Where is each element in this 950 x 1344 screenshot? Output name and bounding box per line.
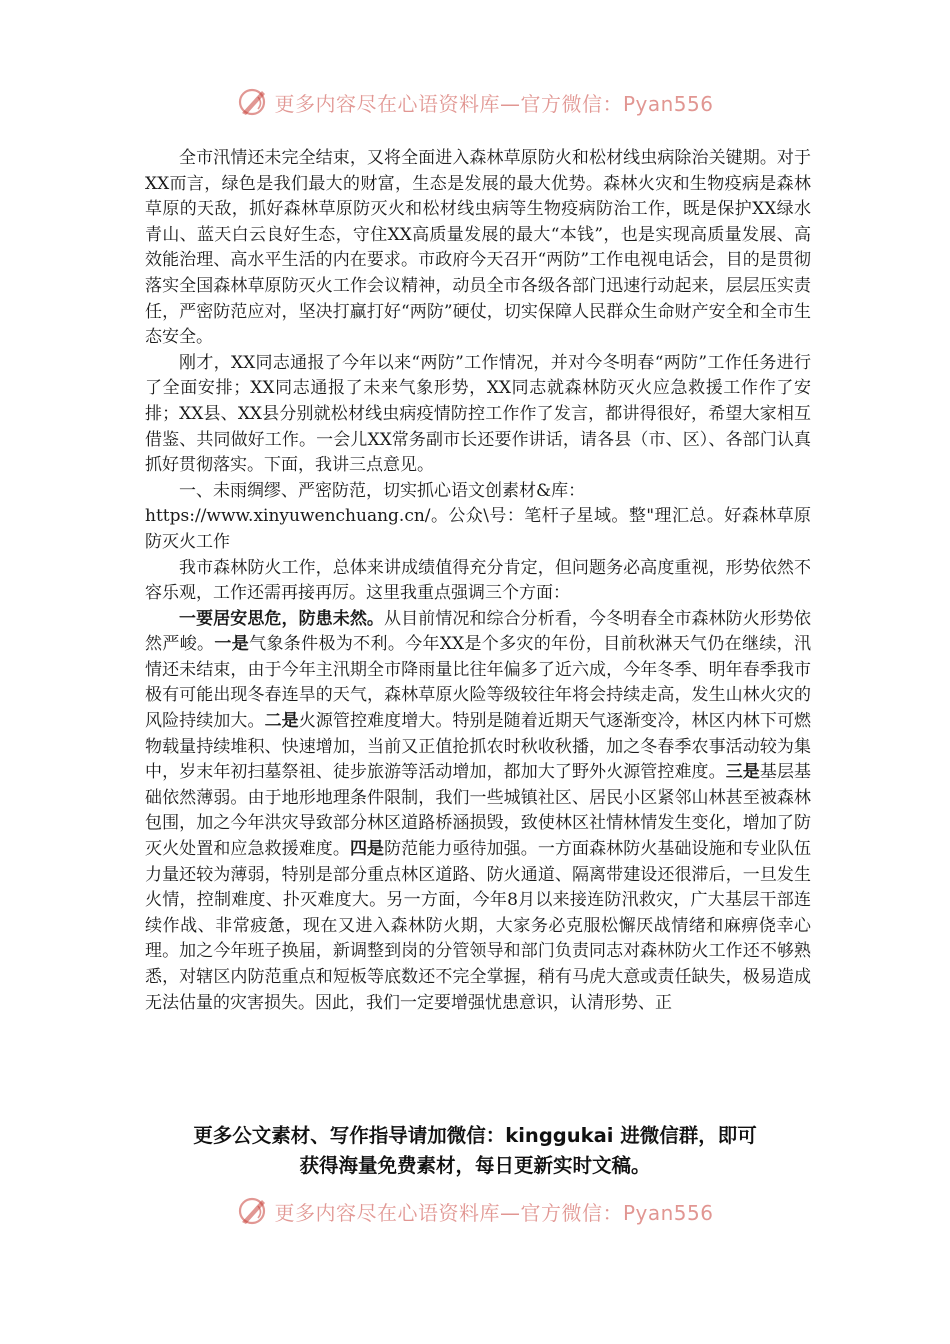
paragraph-overview: 我市森林防火工作，总体来讲成绩值得充分肯定，但问题务必高度重视，形势依然不容乐观，工作还需再接再厉。这里我重点强调三个方面： [145,557,811,604]
header-banner [0,82,950,122]
body-text: 火源管控难度增大。特别是随着近期天气逐渐变冷，林区内林下可燃物载量持续堆积、快速增加，当前又正值抢抓农时秋收秋播，加之冬春季农事活动较为集中，岁末年初扫墓祭祖、徒步旅游等活动增加，都加大了野外火源管控难度。 [145,711,812,783]
body-text: 气象条件极为不利。今年XX是个多灾的年份，目前秋淋天气仍在继续，汛情还未结束，由于今年主汛期全市降雨量比往年偏多了近六成，今年冬季、明年春季我市极有可能出现冬春连旱的天气，森林草原火险等级较往年将会持续走高，发生山林火灾的风险持续加大。 [145,634,812,732]
footer-banner [0,1191,950,1231]
promo-line-2: 获得海量免费素材，每日更新实时文稿。 [299,1154,651,1177]
section-heading-1-continued: https://www.xinyuwenchuang.cn/。公众\号：笔杆子星域。整"理汇总。好森林草原防灭火工作 [145,506,811,552]
header-banner-text: 更多内容尽在心语资料库—官方微信：Pyan556 [274,91,714,116]
bold-marker-4: 四是 [349,839,385,860]
bold-marker-2: 二是 [264,711,299,732]
bold-lead: 一要居安思危，防患未然。 [179,608,384,629]
body-text: 防范能力亟待加强。一方面森林防火基础设施和专业队伍力量还较为薄弱，特别是部分重点林区道路、防火通道、隔离带建设还很滞后，一旦发生火情，控制难度、扑灭难度大。另一方面，今年8月以来接连防汛救灾，广大基层干部连续作战、非常疲惫，现在又进入森林防火期，大家务必克服松懈厌战情绪和麻痹侥幸心理。加之今年班子换届，新调整到岗的分管领导和部门负责同志对森林防火工作还不够熟悉，对辖区内防范重点和短板等底数还不完全掌握，稍有马虎大意或责任缺失，极易造成无法估量的灾害损失。因此，我们一定要增强忧患意识，认清形势、正 [145,839,812,1013]
brush-logo-icon [236,1194,270,1228]
bold-marker-1: 一是 [214,634,250,655]
document-body [145,146,811,1016]
body-text: 基层基础依然薄弱。由于地形地理条件限制，我们一些城镇社区、居民小区紧邻山林甚至被森林包围，加之今年洪灾导致部分林区道路桥涵损毁，致使林区社情林情发生变化，增加了防灭火处置和应急救援难度。 [145,762,812,860]
brush-logo-icon [236,85,270,119]
bold-marker-3: 三是 [725,762,760,783]
paragraph-intro: 全市汛情还未完全结束，又将全面进入森林草原防火和松材线虫病除治关键期。对于XX而言，绿色是我们最大的财富，生态是发展的最大优势。森林火灾和生物疫病是森林草原的天敌，抓好森林草原防灭火和松材线虫病等生物疫病防治工作，既是保护XX绿水青山、蓝天白云良好生态，守住XX高质量发展的最大“本钱”，也是实现高质量发展、高效能治理、高水平生活的内在要求。市政府今天召开“两防”工作电视电话会，目的是贯彻落实全国森林草原防灭火工作会议精神，动员全市各级各部门迅速行动起来，层层压实责任，严密防范应对，坚决打赢打好“两防”硬仗，切实保障人民群众生命财产安全和全市生态安全。 [145,148,811,348]
promo-notice [120,1121,830,1181]
paragraph-point-1 [145,607,811,1017]
promo-line-1: 更多公文素材、写作指导请加微信：kinggukai 进微信群，即可 [193,1124,757,1147]
footer-banner-text: 更多内容尽在心语资料库—官方微信：Pyan556 [274,1200,714,1225]
paragraph-briefing: 刚才，XX同志通报了今年以来“两防”工作情况，并对今冬明春“两防”工作任务进行了全面安排；XX同志通报了未来气象形势，XX同志就森林防灭火应急救援工作作了安排；XX县、XX县分别就松材线虫病疫情防控工作作了发言，都讲得很好，希望大家相互借鉴、共同做好工作。一会儿XX常务副市长还要作讲话，请各县（市、区）、各部门认真抓好贯彻落实。下面，我讲三点意见。 [145,352,811,476]
section-heading-1: 一、未雨绸缪、严密防范，切实抓心语文创素材&库： [179,480,586,501]
body-text: 从目前情况和综合分析看，今冬明春全市森林防火形势依然严峻。 [145,608,811,655]
